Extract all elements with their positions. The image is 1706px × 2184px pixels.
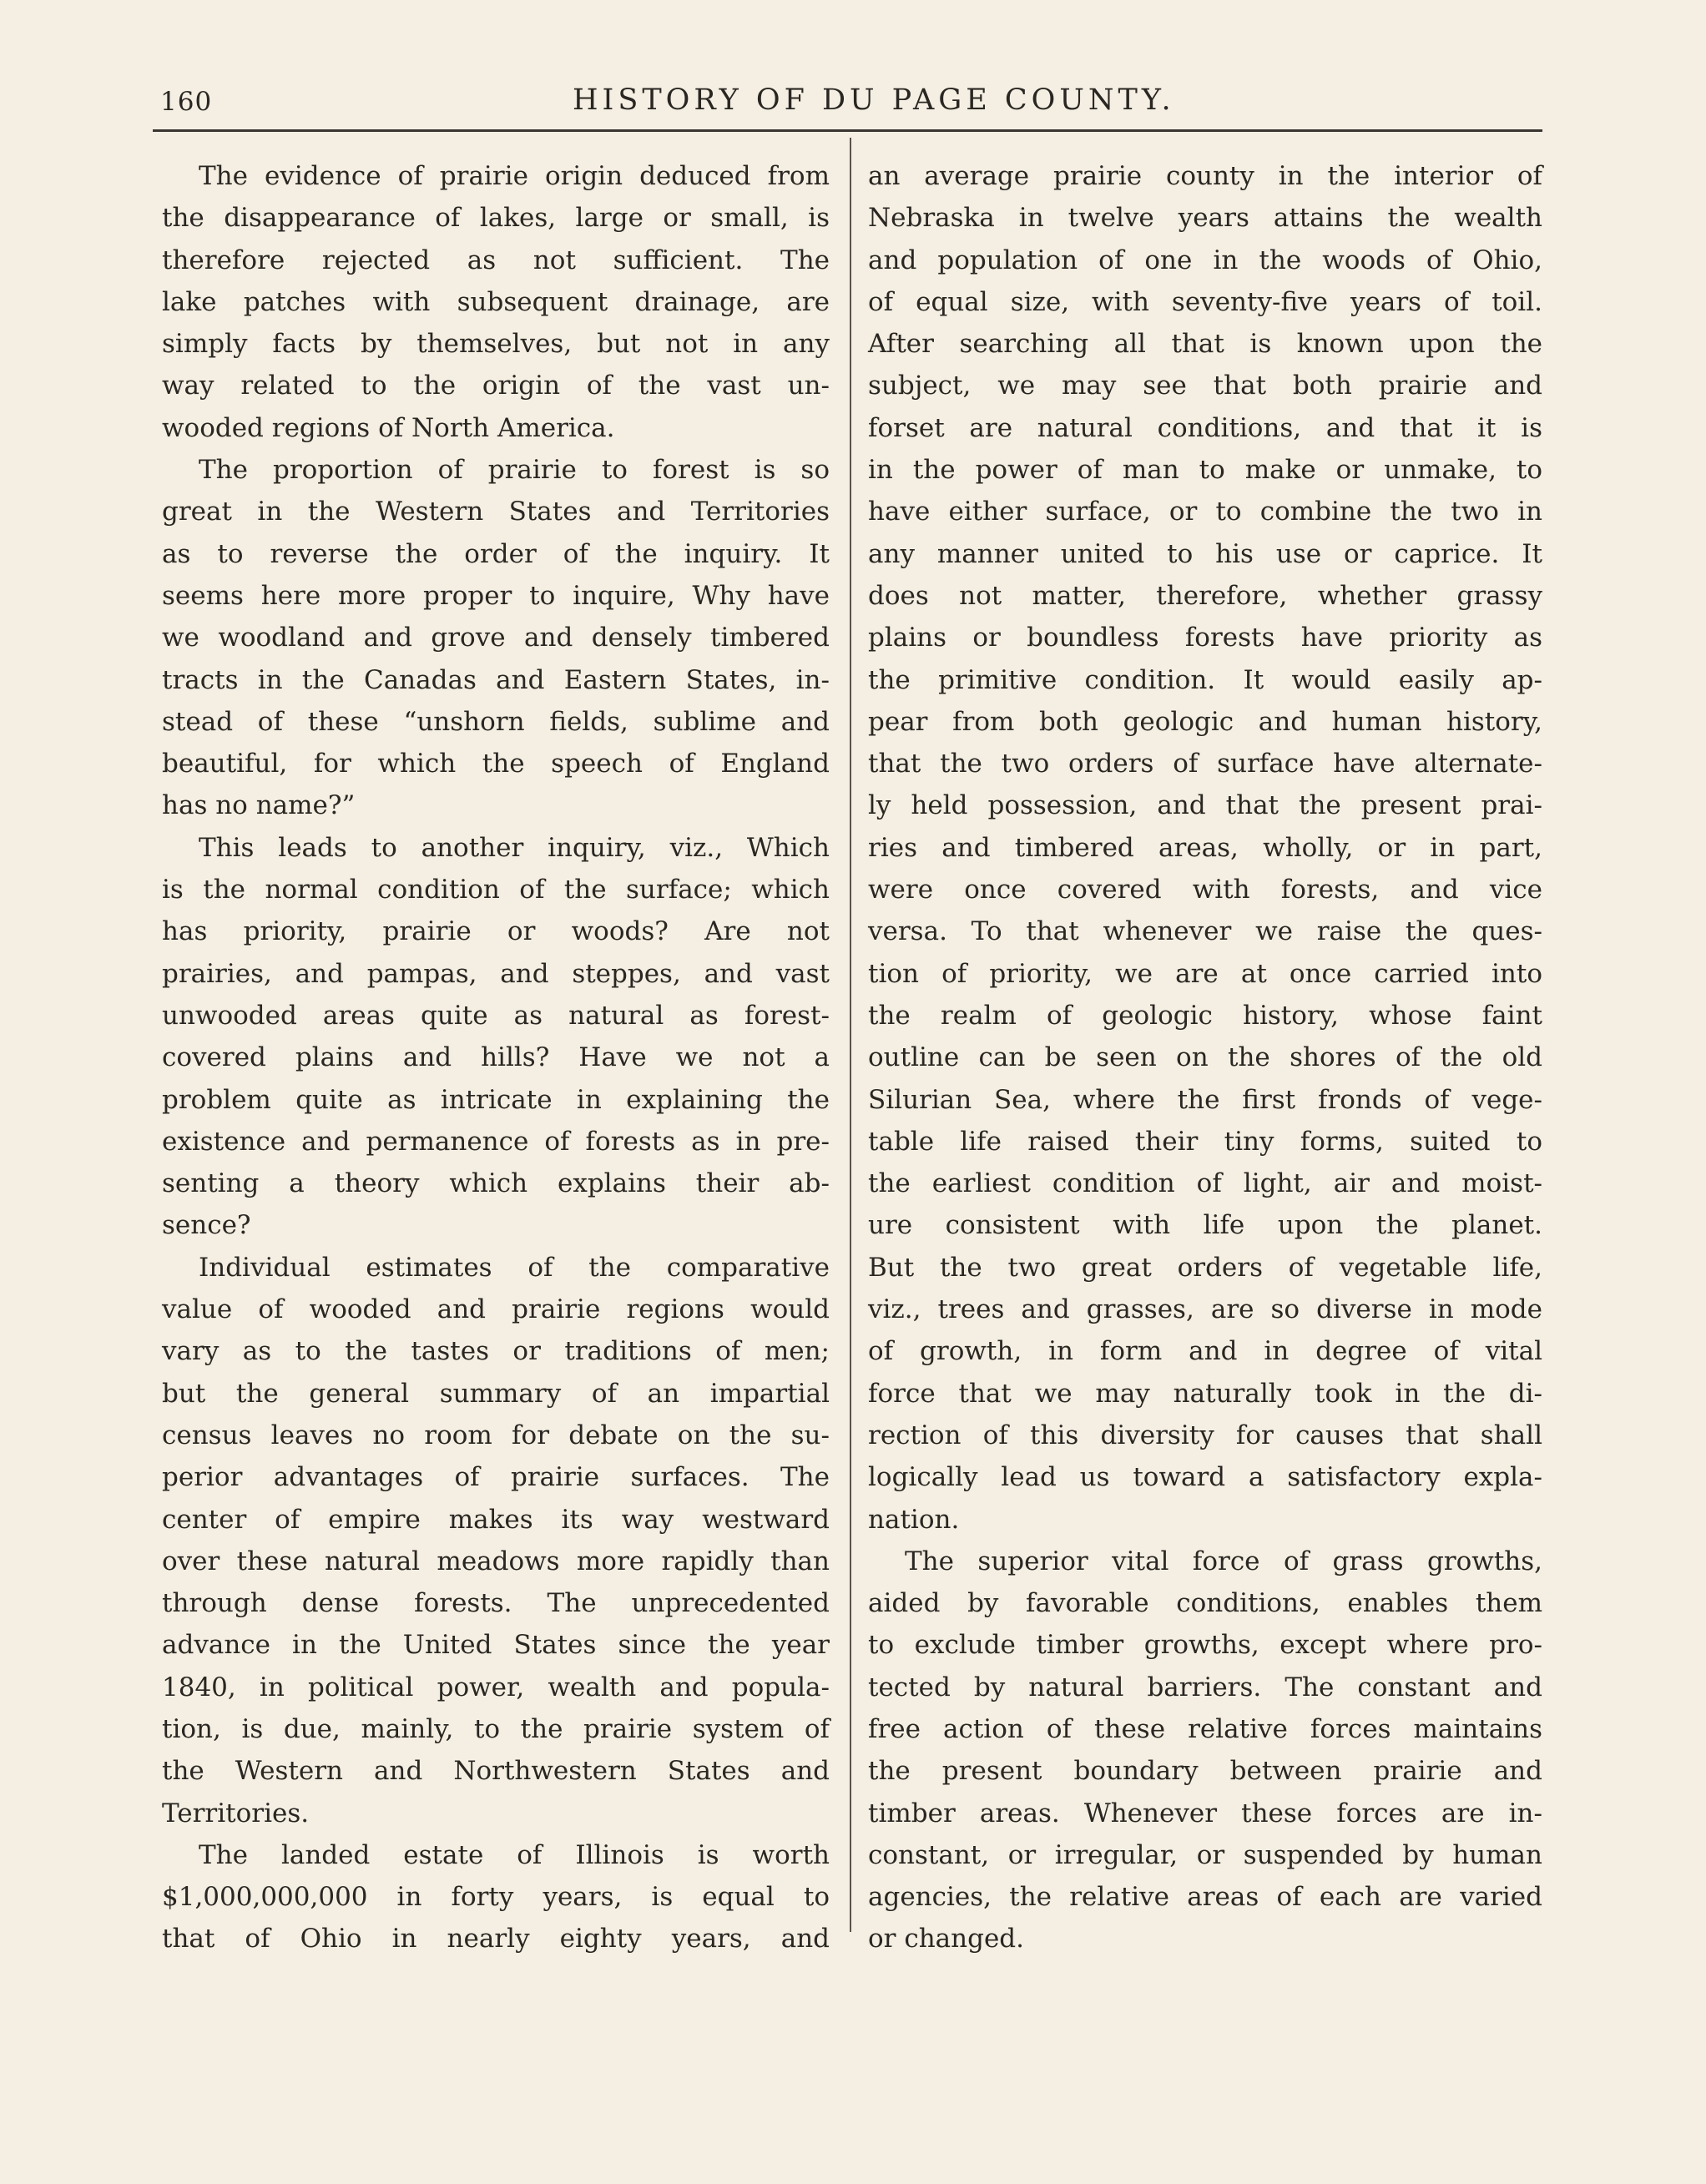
- text-line: outline can be seen on the shores of the old: [868, 1042, 1542, 1073]
- text-line: versa. To that whenever we raise the ques-: [868, 916, 1542, 947]
- text-line: of growth, in form and in degree of vital: [868, 1336, 1542, 1367]
- text-line: value of wooded and prairie regions would: [162, 1294, 830, 1325]
- text-line: has no name?”: [162, 790, 356, 821]
- text-line: the realm of geologic history, whose faint: [868, 1000, 1542, 1031]
- right-column: [868, 155, 1542, 1960]
- text-line: free action of these relative forces maintains: [868, 1713, 1542, 1744]
- text-line: wooded regions of North America.: [162, 412, 615, 443]
- page-number: 160: [160, 87, 213, 117]
- text-line: of equal size, with seventy-five years of toil.: [868, 286, 1542, 317]
- text-line: advance in the United States since the year: [162, 1630, 830, 1661]
- text-line: sence?: [162, 1210, 251, 1241]
- text-line: pear from both geologic and human history,: [868, 706, 1542, 737]
- text-line: aided by favorable conditions, enables them: [868, 1588, 1542, 1619]
- text-line: and population of one in the woods of Ohio,: [868, 245, 1542, 275]
- text-line: but the general summary of an impartial: [162, 1378, 830, 1409]
- text-line: that of Ohio in nearly eighty years, and: [162, 1924, 830, 1955]
- text-line: therefore rejected as not sufficient. The: [162, 245, 830, 275]
- text-line: is the normal condition of the surface; which: [162, 875, 830, 905]
- text-line: $1,000,000,000 in forty years, is equal to: [162, 1882, 830, 1913]
- text-line: through dense forests. The unprecedented: [162, 1588, 830, 1619]
- text-line: we woodland and grove and densely timbered: [162, 623, 830, 653]
- text-line: timber areas. Whenever these forces are in-: [868, 1798, 1542, 1828]
- text-line: The landed estate of Illinois is worth: [199, 1839, 830, 1870]
- text-line: The superior vital force of grass growths,: [905, 1546, 1542, 1576]
- text-line: After searching all that is known upon the: [868, 329, 1542, 360]
- text-line: the Western and Northwestern States and: [162, 1756, 830, 1787]
- text-line: center of empire makes its way westward: [162, 1504, 830, 1535]
- text-line: the earliest condition of light, air and moist-: [868, 1168, 1542, 1199]
- text-line: tion, is due, mainly, to the prairie system of: [162, 1713, 830, 1744]
- text-line: simply facts by themselves, but not in any: [162, 329, 830, 360]
- text-line: ure consistent with life upon the planet.: [868, 1210, 1542, 1241]
- text-line: ly held possession, and that the present prai-: [868, 790, 1542, 821]
- column-divider: [850, 138, 851, 1932]
- text-line: way related to the origin of the vast un-: [162, 371, 830, 401]
- text-line: plains or boundless forests have priority as: [868, 623, 1542, 653]
- text-line: The proportion of prairie to forest is so: [199, 455, 830, 486]
- text-line: constant, or irregular, or suspended by human: [868, 1839, 1542, 1870]
- text-line: to exclude timber growths, except where pro-: [868, 1630, 1542, 1661]
- text-line: that the two orders of surface have alternate-: [868, 749, 1542, 779]
- text-line: Individual estimates of the comparative: [199, 1252, 830, 1283]
- text-line: does not matter, therefore, whether grassy: [868, 580, 1542, 611]
- text-line: an average prairie county in the interior of: [868, 161, 1542, 191]
- text-line: vary as to the tastes or traditions of men;: [162, 1336, 830, 1367]
- text-line: Nebraska in twelve years attains the wealth: [868, 203, 1542, 234]
- text-line: existence and permanence of forests as in pre-: [162, 1126, 830, 1157]
- text-line: over these natural meadows more rapidly than: [162, 1546, 830, 1576]
- text-line: were once covered with forests, and vice: [868, 875, 1542, 905]
- text-line: logically lead us toward a satisfactory expla-: [868, 1462, 1542, 1493]
- text-line: the primitive condition. It would easily ap-: [868, 664, 1542, 695]
- text-line: in the power of man to make or unmake, to: [868, 455, 1542, 486]
- text-line: Silurian Sea, where the first fronds of vege-: [868, 1084, 1542, 1115]
- text-line: This leads to another inquiry, viz., Which: [199, 832, 830, 863]
- text-line: has priority, prairie or woods? Are not: [162, 916, 830, 947]
- header-rule: [153, 129, 1542, 132]
- text-line: forset are natural conditions, and that it is: [868, 412, 1542, 443]
- text-line: table life raised their tiny forms, suited to: [868, 1126, 1542, 1157]
- text-line: ries and timbered areas, wholly, or in part,: [868, 832, 1542, 863]
- text-line: But the two great orders of vegetable life,: [868, 1252, 1542, 1283]
- running-head: HISTORY OF DU PAGE COUNTY.: [573, 83, 1175, 117]
- left-column: [162, 155, 830, 1960]
- text-line: census leaves no room for debate on the su-: [162, 1420, 830, 1450]
- text-line: tracts in the Canadas and Eastern States, in-: [162, 664, 830, 695]
- text-line: problem quite as intricate in explaining the: [162, 1084, 830, 1115]
- text-line: the disappearance of lakes, large or small, is: [162, 203, 830, 234]
- text-line: viz., trees and grasses, are so diverse in mode: [868, 1294, 1542, 1325]
- text-line: senting a theory which explains their ab-: [162, 1168, 830, 1199]
- text-line: perior advantages of prairie surfaces. The: [162, 1462, 830, 1493]
- text-line: seems here more proper to inquire, Why have: [162, 580, 830, 611]
- text-line: beautiful, for which the speech of England: [162, 749, 830, 779]
- text-line: great in the Western States and Territories: [162, 497, 830, 527]
- text-line: unwooded areas quite as natural as forest-: [162, 1000, 830, 1031]
- text-line: agencies, the relative areas of each are varied: [868, 1882, 1542, 1913]
- text-line: 1840, in political power, wealth and popula-: [162, 1672, 830, 1702]
- text-line: prairies, and pampas, and steppes, and vast: [162, 958, 830, 989]
- text-line: have either surface, or to combine the two in: [868, 497, 1542, 527]
- text-line: The evidence of prairie origin deduced from: [199, 161, 830, 191]
- text-line: nation.: [868, 1504, 960, 1535]
- text-line: Territories.: [162, 1798, 310, 1828]
- text-line: any manner united to his use or caprice. It: [868, 538, 1542, 569]
- text-line: the present boundary between prairie and: [868, 1756, 1542, 1787]
- text-line: lake patches with subsequent drainage, are: [162, 286, 830, 317]
- text-line: stead of these “unshorn fields, sublime and: [162, 706, 830, 737]
- text-line: subject, we may see that both prairie and: [868, 371, 1542, 401]
- text-line: tion of priority, we are at once carried into: [868, 958, 1542, 989]
- text-line: tected by natural barriers. The constant and: [868, 1672, 1542, 1702]
- text-line: as to reverse the order of the inquiry. It: [162, 538, 830, 569]
- text-line: force that we may naturally took in the di-: [868, 1378, 1542, 1409]
- text-line: covered plains and hills? Have we not a: [162, 1042, 830, 1073]
- text-line: rection of this diversity for causes that shall: [868, 1420, 1542, 1450]
- text-line: or changed.: [868, 1924, 1024, 1955]
